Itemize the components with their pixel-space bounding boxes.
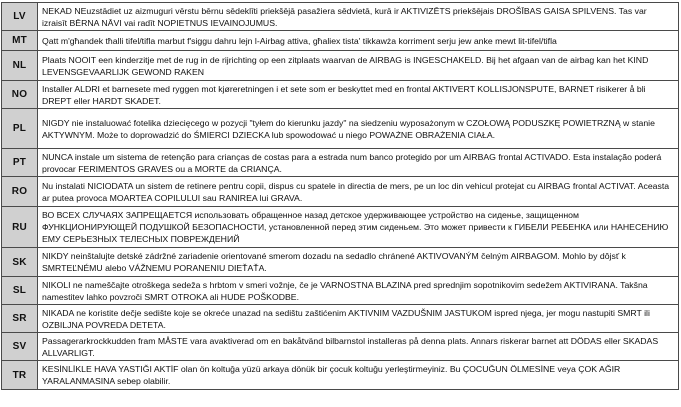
language-code-cell: RU [2,207,38,248]
table-row [2,248,679,277]
table-row [2,109,679,149]
language-code-cell: SK [2,248,38,277]
table-row [2,31,679,51]
table-row [2,3,679,31]
warning-text-cell: Installer ALDRI et barnesete med ryggen mot kjøreretningen i et sete som er beskyttet med en frontal AKTIVERT KOLLISJONSPUTE, BARNET risikerer å bli DREPT eller HARDT SKADET. [38,81,679,109]
table-row [2,207,679,248]
warning-text-cell: Qatt m'għandek tħalli tifel/tifla marbut f'siggu dahru lejn l-Airbag attiva, għaliex tista' tikkawża korriment serju jew anke mewt lit-tifel/tifla [38,31,679,51]
table-row [2,277,679,305]
language-code-cell: SL [2,277,38,305]
language-code-cell: SR [2,305,38,333]
table-row [2,333,679,361]
language-code-cell: LV [2,3,38,31]
warning-text-cell: NIKADA ne koristite dečje sedište koje se okreće unazad na sedištu zaštićenim AKTIVNIM VAZDUŠNIM JASTUKOM ispred njega, jer mogu nastupiti SMRT ili OZBILJNA POVREDA DETETA. [38,305,679,333]
table-row [2,361,679,390]
warning-text-cell: NEKAD NEuzstādiet uz aizmuguri vērstu bērnu sēdeklīti priekšējā pasažiera sēdvietā, kurā ir AKTIVIZĒTS priekšējais DROŠĪBAS GAISA SPILVENS. Tas var izraisīt BĒRNA NĀVI vai radīt NOPIETNUS IEVAINOJUMUS. [38,3,679,31]
table-row [2,51,679,81]
language-code-cell: TR [2,361,38,390]
airbag-warning-table [1,2,679,390]
warning-text-cell: KESİNLİKLE HAVA YASTIĞI AKTİF olan ön koltuğa yüzü arkaya dönük bir çocuk koltuğu yerleştirmeyiniz. Bu ÇOCUĞUN ÖLMESİNE veya ÇOK AĞIR YARALANMASINA sebep olabilir. [38,361,679,390]
language-code-cell: NO [2,81,38,109]
warning-text-cell: Nu instalati NICIODATA un sistem de retinere pentru copii, dispus cu spatele in directia de mers, pe un loc din vehicul protejat cu AIRBAG frontal ACTIVAT. Aceasta ar putea provoca MOARTEA COPILULUI sau RANIREA lui GRAVA. [38,177,679,207]
warning-text-cell: NIKOLI ne nameščajte otroškega sedeža s hrbtom v smeri vožnje, če je VARNOSTNA BLAZINA pred sprednjim sopotnikovim sedežem AKTIVIRANA. Takšna namestitev lahko povzroči SMRT OTROKA ali HUDE POŠKODBE. [38,277,679,305]
table-row [2,149,679,177]
language-code-cell: PT [2,149,38,177]
table-row [2,177,679,207]
warning-table-body [2,3,679,390]
warning-text-cell: Passagerarkrockkudden fram MÅSTE vara avaktiverad om en bakåtvänd bilbarnstol installeras på denna plats. Annars riskerar barnet att DÖDAS eller SKADAS ALLVARLIGT. [38,333,679,361]
language-code-cell: RO [2,177,38,207]
language-code-cell: PL [2,109,38,149]
warning-text-cell: NUNCA instale um sistema de retenção para crianças de costas para a estrada num banco protegido por um AIRBAG frontal ACTIVADO. Esta instalação poderá provocar FERIMENTOS GRAVES ou a MORTE da CRIANÇA. [38,149,679,177]
table-row [2,305,679,333]
warning-text-cell: Plaats NOOIT een kinderzitje met de rug in de rijrichting op een zitplaats waarvan de AIRBAG is INGESCHAKELD. Bij het afgaan van de airbag kan het KIND LEVENSGEVAARLIJK GEWOND RAKEN [38,51,679,81]
warning-text-cell: NIGDY nie instaluować fotelika dziecięcego w pozycji "tyłem do kierunku jazdy" na siedzeniu wyposażonym w CZOŁOWĄ PODUSZKĘ POWIETRZNĄ w stanie AKTYWNYM. Może to doprowadzić do ŚMIERCI DZIECKA lub spowodować u niego POWAŻNE OBRAŻENIA CIAŁA. [38,109,679,149]
table-row [2,81,679,109]
language-code-cell: MT [2,31,38,51]
warning-text-cell: NIKDY neinštalujte detské zádržné zariadenie orientované smerom dozadu na sedadlo chránené AKTIVOVANÝM čelným AIRBAGOM. Mohlo by dôjsť k SMRTEĽNÉMU alebo VÁŽNEMU PORANENIU DIEŤAŤA. [38,248,679,277]
warning-text-cell: ВО ВСЕХ СЛУЧАЯХ ЗАПРЕЩАЕТСЯ использовать обращенное назад детское удерживающее устройство на сиденье, защищенном ФУНКЦИОНИРУЮЩЕЙ ПОДУШКОЙ БЕЗОПАСНОСТИ, установленной перед этим сиденьем. Это может привести к ГИБЕЛИ РЕБЕНКА или НАНЕСЕНИЮ ЕМУ СЕРЬЕЗНЫХ ТЕЛЕСНЫХ ПОВРЕЖДЕНИЙ [38,207,679,248]
language-code-cell: SV [2,333,38,361]
language-code-cell: NL [2,51,38,81]
